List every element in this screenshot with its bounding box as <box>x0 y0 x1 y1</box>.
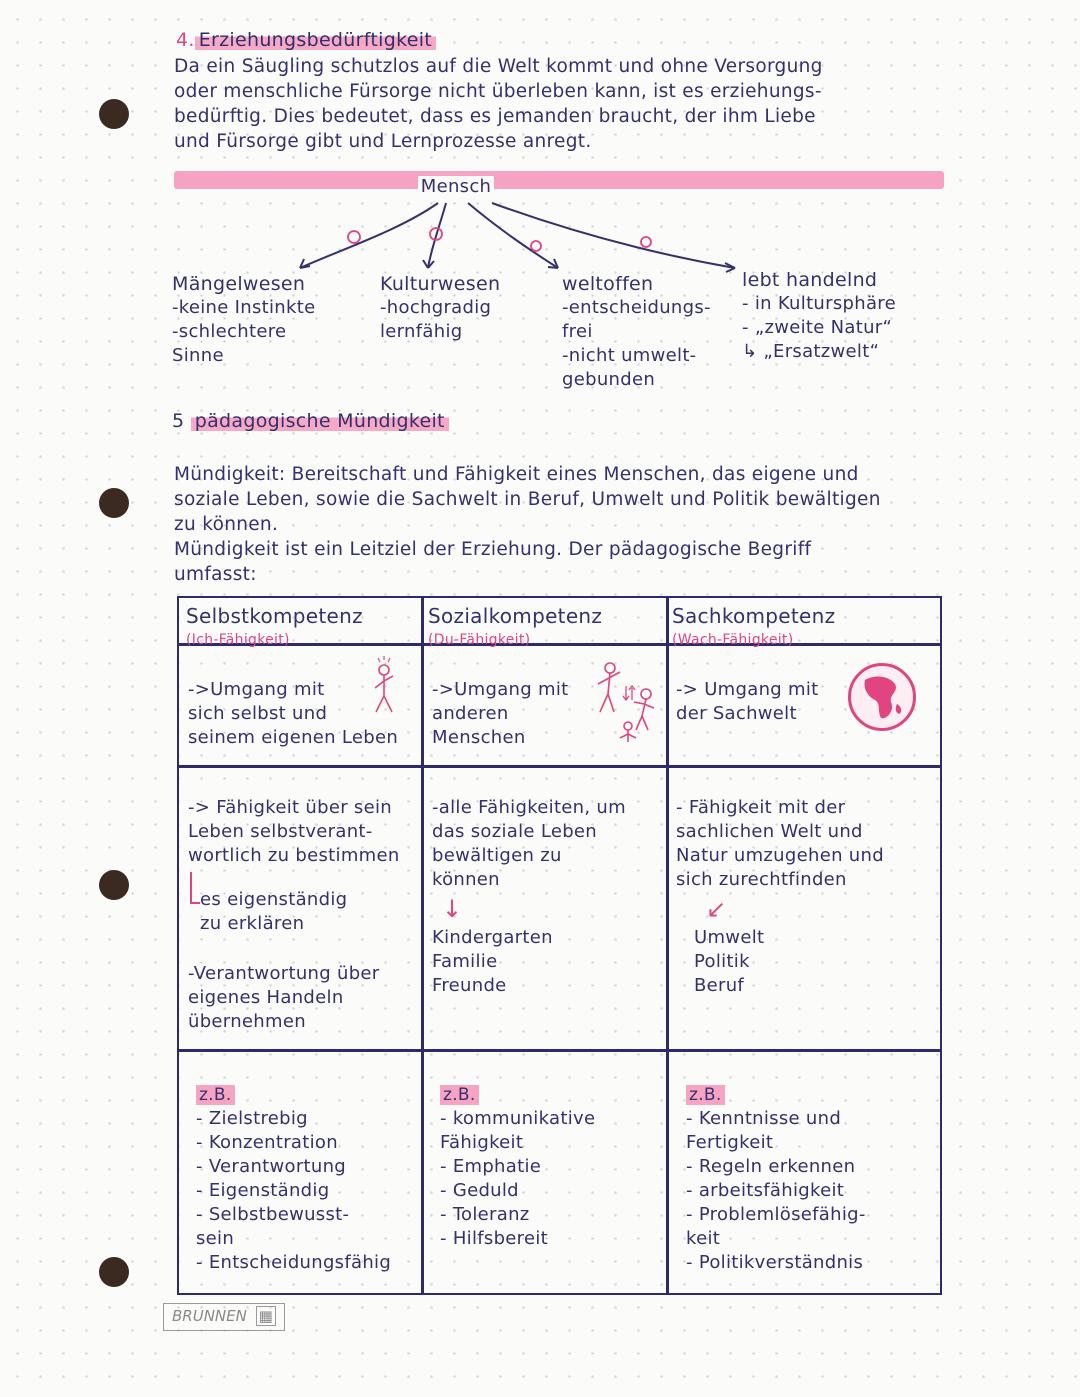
cell-line: -Verantwortung über <box>188 963 380 984</box>
branch-line: - „zweite Natur“ <box>742 317 893 338</box>
section-5-number: 5 <box>172 410 185 432</box>
branch-line: -hochgradig <box>380 297 492 318</box>
branch-line: gebunden <box>562 369 656 390</box>
desc-sozialkompetenz <box>432 796 662 998</box>
examples-sachkompetenz <box>686 1083 938 1275</box>
example-item: - Konzentration <box>196 1132 338 1153</box>
arrow-bracket <box>190 872 200 904</box>
example-item: - Eigenständig <box>196 1180 330 1201</box>
section-4-number: 4. <box>176 29 195 51</box>
example-item: - Verantwortung <box>196 1156 347 1177</box>
diagram-arrows <box>0 0 1080 300</box>
example-label: z.B. <box>686 1085 725 1105</box>
table-header-selbstkompetenz <box>186 604 418 652</box>
cell-line: sachlichen Welt und <box>676 821 863 842</box>
column-header: Selbstkompetenz <box>186 604 363 628</box>
section-5-heading <box>172 410 449 432</box>
example-item: - kommunikative <box>440 1108 596 1129</box>
list-item: Umwelt <box>694 927 765 948</box>
branch-weltoffen <box>562 272 711 392</box>
cell-line: wortlich zu bestimmen <box>188 845 400 866</box>
cell-line: übernehmen <box>188 1011 306 1032</box>
table-header-sozialkompetenz <box>428 604 664 652</box>
binder-hole <box>99 1257 129 1287</box>
list-item: Freunde <box>432 975 507 996</box>
cell-line: ->Umgang mit <box>188 679 325 700</box>
branch-title: weltoffen <box>562 273 654 295</box>
logo-text: BRUNNEN <box>172 1307 247 1325</box>
globe-continent-shape <box>851 666 913 728</box>
cell-line: ->Umgang mit <box>432 679 569 700</box>
paragraph-line: und Fürsorge gibt und Lernprozesse anregt. <box>174 131 592 152</box>
intro-sachkompetenz <box>676 678 846 726</box>
cell-line: Natur umzugehen und <box>676 845 884 866</box>
paragraph-line: soziale Leben, sowie die Sachwelt in Beruf, Umwelt und Politik bewältigen <box>174 489 881 510</box>
person-icon <box>362 654 408 720</box>
section-4-title: Erziehungsbedürftigkeit <box>195 29 436 51</box>
table-header-sachkompetenz <box>672 604 938 652</box>
desc-selbstkompetenz <box>188 796 418 1034</box>
people-group-icon <box>590 654 662 750</box>
example-item: - Emphatie <box>440 1156 542 1177</box>
branch-line: -schlechtere <box>172 321 287 342</box>
example-item: Fertigkeit <box>686 1132 774 1153</box>
example-item: - Politikverständnis <box>686 1252 864 1273</box>
branch-line: -entscheidungs- <box>562 297 711 318</box>
example-item: - Entscheidungsfähig <box>196 1252 392 1273</box>
arrow-to-weltoffen <box>468 203 558 268</box>
list-item: Familie <box>432 951 498 972</box>
column-header: Sozialkompetenz <box>428 604 603 628</box>
sub-note <box>188 888 418 936</box>
example-item: - Selbstbewusst- <box>196 1204 350 1225</box>
cell-line: Leben selbstverant- <box>188 821 373 842</box>
branch-lebt-handelnd <box>742 268 896 364</box>
cell-line: -> Umgang mit <box>676 679 819 700</box>
paragraph-line: Mündigkeit: Bereitschaft und Fähigkeit eines Menschen, das eigene und <box>174 464 859 485</box>
list-item: Beruf <box>694 975 745 996</box>
table-column-divider <box>666 596 669 1295</box>
branch-line: ↳ „Ersatzwelt“ <box>742 341 880 362</box>
cell-line: Menschen <box>432 727 526 748</box>
table-row-divider <box>177 1049 942 1052</box>
list-item: Politik <box>694 951 750 972</box>
cell-line: anderen <box>432 703 509 724</box>
example-item: - Kenntnisse und <box>686 1108 842 1129</box>
cell-line: es eigenständig <box>200 889 348 910</box>
down-left-arrow-icon: ↙ <box>706 895 727 923</box>
column-subheader: (Du-Fähigkeit) <box>428 632 531 648</box>
globe-icon <box>848 663 916 731</box>
column-subheader: (Wach-Fähigkeit) <box>672 632 794 648</box>
cell-line: - Fähigkeit mit der <box>676 797 846 818</box>
binder-hole <box>99 488 129 518</box>
example-item: - Hilfsbereit <box>440 1228 549 1249</box>
example-item: - Problemlösefähig- <box>686 1204 866 1225</box>
branch-line: - in Kultursphäre <box>742 293 896 314</box>
column-subheader: (Ich-Fähigkeit) <box>186 632 290 648</box>
branch-title: Kulturwesen <box>380 273 501 295</box>
cell-line: seinem eigenen Leben <box>188 727 399 748</box>
examples-selbstkompetenz <box>196 1083 418 1275</box>
arrow-to-lebt-handelnd <box>492 203 735 268</box>
cell-line: sich selbst und <box>188 703 328 724</box>
branch-line: -keine Instinkte <box>172 297 316 318</box>
paragraph-line: Da ein Säugling schutzlos auf die Welt kommt und ohne Versorgung <box>174 56 823 77</box>
table-row-divider <box>177 765 942 768</box>
cell-line: können <box>432 869 500 890</box>
paragraph-line: umfasst: <box>174 564 257 585</box>
branch-kulturwesen <box>380 272 500 344</box>
branch-line: frei <box>562 321 593 342</box>
desc-sachkompetenz <box>676 796 938 998</box>
down-arrow-icon: ↓ <box>442 895 463 923</box>
cell-line: zu erklären <box>200 913 305 934</box>
example-item: Fähigkeit <box>440 1132 524 1153</box>
cell-line: der Sachwelt <box>676 703 797 724</box>
logo-mark-icon: ▦ <box>256 1306 276 1326</box>
example-item: - Zielstrebig <box>196 1108 308 1129</box>
cell-line: eigenes Handeln <box>188 987 344 1008</box>
branch-line: -nicht umwelt- <box>562 345 697 366</box>
list-item: Kindergarten <box>432 927 553 948</box>
branch-line: Sinne <box>172 345 224 366</box>
example-label: z.B. <box>196 1085 235 1105</box>
example-item: - Regeln erkennen <box>686 1156 856 1177</box>
example-item: - arbeitsfähigkeit <box>686 1180 845 1201</box>
branch-maengelwesen <box>172 272 315 368</box>
binder-hole <box>99 870 129 900</box>
cell-line: das soziale Leben <box>432 821 598 842</box>
section-5-paragraph <box>174 462 944 587</box>
branch-title: lebt handelnd <box>742 269 878 291</box>
diagram-center-label: Mensch <box>418 176 494 197</box>
example-item: - Toleranz <box>440 1204 530 1225</box>
branch-title: Mängelwesen <box>172 273 306 295</box>
cell-line: -> Fähigkeit über sein <box>188 797 392 818</box>
examples-sozialkompetenz <box>440 1083 662 1251</box>
paragraph-line: oder menschliche Fürsorge nicht überleben kann, ist es erziehungs- <box>174 81 822 102</box>
brunnen-logo <box>163 1303 285 1331</box>
section-5-title: pädagogische Mündigkeit <box>191 410 449 432</box>
branch-line: lernfähig <box>380 321 463 342</box>
table-column-divider <box>421 596 424 1295</box>
example-item: keit <box>686 1228 721 1249</box>
paragraph-line: Mündigkeit ist ein Leitziel der Erziehung. Der pädagogische Begriff <box>174 539 812 560</box>
cell-line: sich zurechtfinden <box>676 869 847 890</box>
example-label: z.B. <box>440 1085 479 1105</box>
intro-sozialkompetenz <box>432 678 602 750</box>
paragraph-line: bedürftig. Dies bedeutet, dass es jemanden braucht, der ihm Liebe <box>174 106 816 127</box>
example-item: sein <box>196 1228 235 1249</box>
cell-line: -alle Fähigkeiten, um <box>432 797 626 818</box>
example-item: - Geduld <box>440 1180 519 1201</box>
cell-line: bewältigen zu <box>432 845 562 866</box>
column-header: Sachkompetenz <box>672 604 836 628</box>
paragraph-line: zu können. <box>174 514 279 535</box>
arrow-to-maengelwesen <box>300 203 438 268</box>
